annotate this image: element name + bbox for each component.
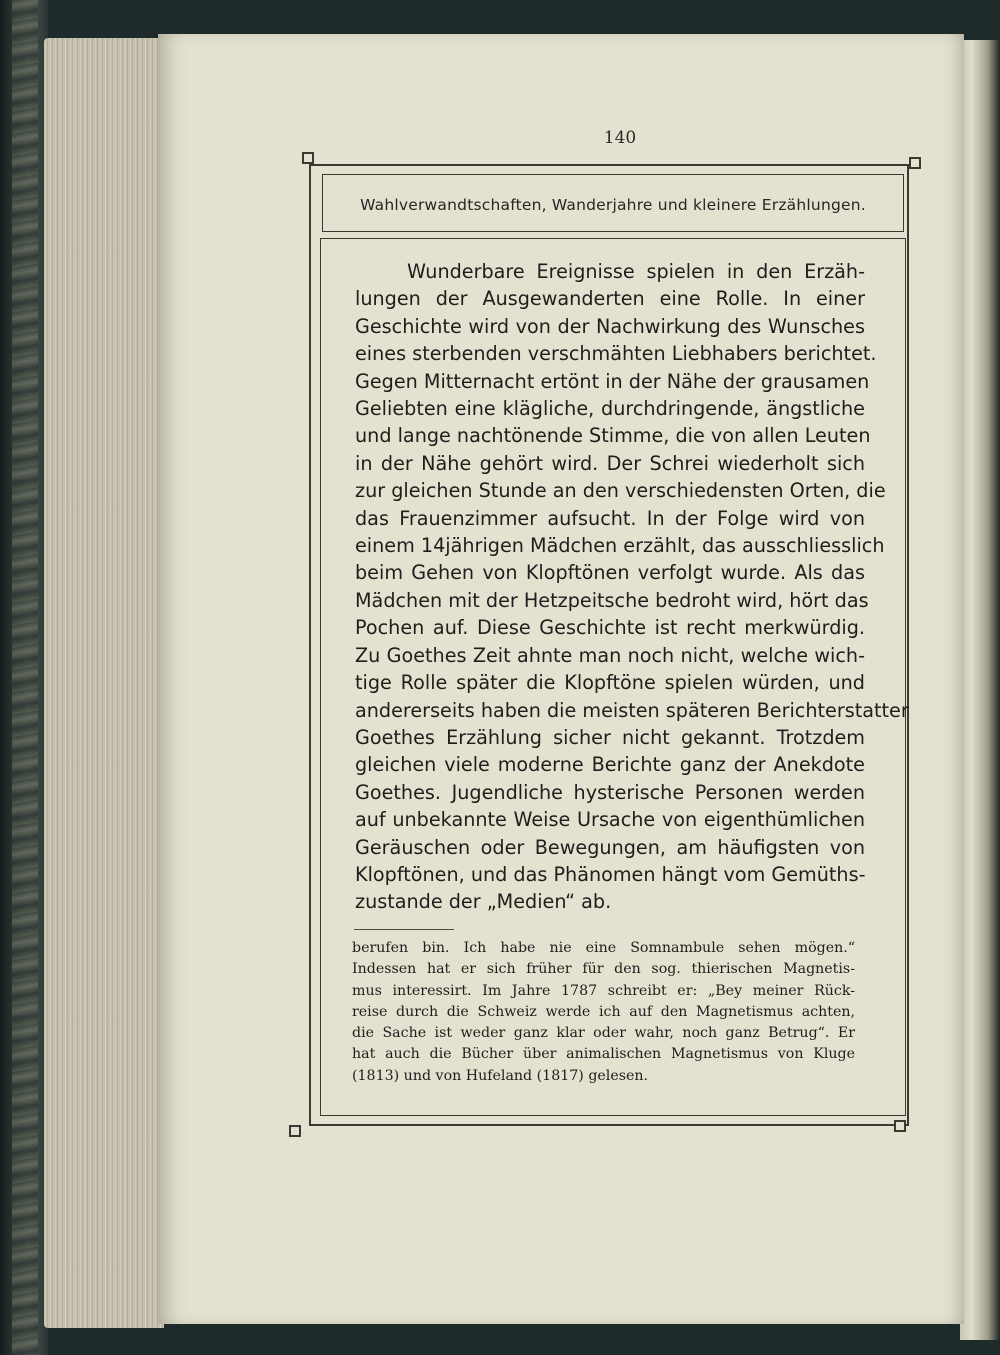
footnote-line: berufen bin. Ich habe nie eine Somnambule sehen mögen.“ bbox=[352, 940, 855, 956]
page-edges bbox=[44, 38, 164, 1328]
footnote-line: mus interessirt. Im Jahre 1787 schreibt er: „Bey meiner Rück- bbox=[352, 982, 855, 999]
page-number: 140 bbox=[603, 128, 637, 148]
body-line: Wunderbare Ereignisse spielen in den Erzäh- bbox=[407, 260, 865, 283]
body-line: das Frauenzimmer aufsucht. In der Folge wird von bbox=[355, 506, 865, 530]
body-line: gleichen viele moderne Berichte ganz der Anekdote bbox=[355, 753, 865, 777]
body-line: Gegen Mitternacht ertönt in der Nähe der grausamen bbox=[355, 369, 870, 393]
body-text bbox=[355, 258, 909, 916]
footnote-line: hat auch die Bücher über animalischen Magnetismus von Kluge bbox=[352, 1046, 855, 1063]
footnote-rule bbox=[354, 929, 454, 930]
body-line: Goethes. Jugendliche hysterische Personen werden bbox=[355, 780, 865, 804]
marbled-cover bbox=[12, 0, 38, 1355]
footnote-line: Indessen hat er sich früher für den sog. thierischen Magnetis- bbox=[352, 961, 855, 978]
footnote-line: (1813) und von Hufeland (1817) gelesen. bbox=[352, 1067, 649, 1084]
facing-page-edge bbox=[960, 40, 1000, 1340]
running-head: Wahlverwandtschaften, Wanderjahre und kleinere Erzählungen. bbox=[360, 196, 866, 214]
body-line: Pochen auf. Diese Geschichte ist recht merkwürdig. bbox=[355, 616, 865, 640]
frame-corner-bottom-left bbox=[289, 1125, 301, 1137]
body-line: in der Nähe gehört wird. Der Schrei wiederholt sich bbox=[355, 451, 865, 475]
body-line: Mädchen mit der Hetzpeitsche bedroht wird, hört das bbox=[355, 588, 869, 612]
body-line: Geschichte wird von der Nachwirkung des Wunsches bbox=[355, 314, 865, 338]
body-line: und lange nachtönende Stimme, die von allen Leuten bbox=[355, 424, 871, 448]
body-line: Klopftönen, und das Phänomen hängt vom Gemüths- bbox=[355, 862, 866, 886]
body-line: zustande der „Medien“ ab. bbox=[355, 890, 612, 914]
body-line: lungen der Ausgewanderten eine Rolle. In einer bbox=[355, 287, 865, 311]
body-line: Geliebten eine klägliche, durchdringende, ängstliche bbox=[355, 397, 865, 421]
frame-corner-top-right bbox=[909, 157, 921, 169]
body-line: andererseits haben die meisten späteren Berichterstatter bbox=[355, 698, 909, 722]
body-line: einem 14jährigen Mädchen erzählt, das ausschliesslich bbox=[355, 534, 885, 558]
footnote-line: die Sache ist weder ganz klar oder wahr, noch ganz Betrug“. Er bbox=[352, 1025, 855, 1042]
footnote-line: reise durch die Schweiz werde ich auf den Magnetismus achten, bbox=[352, 1003, 855, 1020]
body-line: Zu Goethes Zeit ahnte man noch nicht, welche wich- bbox=[355, 643, 865, 667]
frame-corner-top-left bbox=[302, 152, 314, 164]
footnote bbox=[352, 938, 855, 1087]
body-line: Geräuschen oder Bewegungen, am häufigsten von bbox=[355, 835, 865, 859]
body-line: tige Rolle später die Klopftöne spielen würden, und bbox=[355, 671, 865, 695]
body-line: auf unbekannte Weise Ursache von eigenthümlichen bbox=[355, 808, 865, 832]
frame-corner-bottom-right bbox=[894, 1120, 906, 1132]
body-line: eines sterbenden verschmähten Liebhabers berichtet. bbox=[355, 342, 877, 366]
body-line: beim Gehen von Klopftönen verfolgt wurde. Als das bbox=[355, 561, 865, 585]
body-line: zur gleichen Stunde an den verschiedensten Orten, die bbox=[355, 479, 886, 503]
body-line: Goethes Erzählung sicher nicht gekannt. Trotzdem bbox=[355, 725, 865, 749]
